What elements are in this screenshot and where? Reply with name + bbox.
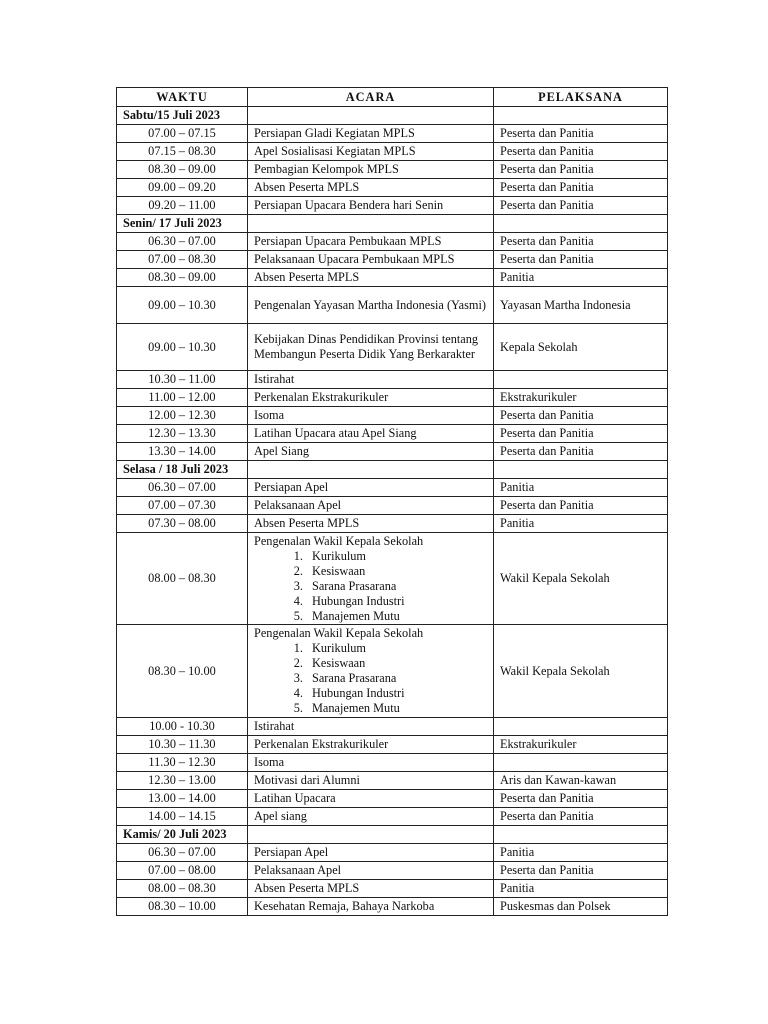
pelaksana-cell: Peserta dan Panitia bbox=[494, 179, 668, 197]
time-cell: 08.00 – 08.30 bbox=[117, 880, 248, 898]
day-row bbox=[117, 826, 668, 844]
time-cell: 09.00 – 09.20 bbox=[117, 179, 248, 197]
pelaksana-cell: Peserta dan Panitia bbox=[494, 197, 668, 215]
header-waktu: WAKTU bbox=[117, 88, 248, 107]
pelaksana-cell: Ekstrakurikuler bbox=[494, 389, 668, 407]
table-row bbox=[117, 425, 668, 443]
time-cell: 10.30 – 11.30 bbox=[117, 736, 248, 754]
table-row bbox=[117, 179, 668, 197]
empty-cell bbox=[494, 461, 668, 479]
event-cell: Absen Peserta MPLS bbox=[248, 269, 494, 287]
event-cell: Istirahat bbox=[248, 718, 494, 736]
time-cell: 12.00 – 12.30 bbox=[117, 407, 248, 425]
table-row bbox=[117, 324, 668, 371]
pelaksana-cell: Peserta dan Panitia bbox=[494, 143, 668, 161]
event-cell: Pelaksanaan Upacara Pembukaan MPLS bbox=[248, 251, 494, 269]
table-row bbox=[117, 251, 668, 269]
event-cell: Kesehatan Remaja, Bahaya Narkoba bbox=[248, 898, 494, 916]
time-cell: 10.00 - 10.30 bbox=[117, 718, 248, 736]
table-row bbox=[117, 269, 668, 287]
sublist-item: 5. Manajemen Mutu bbox=[306, 701, 487, 716]
event-cell: Perkenalan Ekstrakurikuler bbox=[248, 389, 494, 407]
table-row bbox=[117, 389, 668, 407]
event-title: Pengenalan Wakil Kepala Sekolah bbox=[254, 533, 424, 548]
time-cell: 06.30 – 07.00 bbox=[117, 233, 248, 251]
time-cell: 07.00 – 08.00 bbox=[117, 862, 248, 880]
day-label: Sabtu/15 Juli 2023 bbox=[117, 107, 248, 125]
event-cell: Absen Peserta MPLS bbox=[248, 179, 494, 197]
event-cell bbox=[248, 625, 494, 718]
time-cell: 09.00 – 10.30 bbox=[117, 287, 248, 324]
table-row bbox=[117, 161, 668, 179]
time-cell: 11.00 – 12.00 bbox=[117, 389, 248, 407]
time-cell: 12.30 – 13.00 bbox=[117, 772, 248, 790]
pelaksana-cell: Peserta dan Panitia bbox=[494, 790, 668, 808]
table-row bbox=[117, 371, 668, 389]
time-cell: 09.20 – 11.00 bbox=[117, 197, 248, 215]
event-cell: Latihan Upacara bbox=[248, 790, 494, 808]
day-row bbox=[117, 215, 668, 233]
event-cell: Persiapan Upacara Bendera hari Senin bbox=[248, 197, 494, 215]
event-cell: Istirahat bbox=[248, 371, 494, 389]
schedule-table bbox=[116, 87, 668, 916]
day-row bbox=[117, 461, 668, 479]
empty-cell bbox=[494, 215, 668, 233]
pelaksana-cell: Panitia bbox=[494, 844, 668, 862]
event-cell: Persiapan Upacara Pembukaan MPLS bbox=[248, 233, 494, 251]
pelaksana-cell: Aris dan Kawan-kawan bbox=[494, 772, 668, 790]
time-cell: 07.30 – 08.00 bbox=[117, 515, 248, 533]
event-cell: Persiapan Apel bbox=[248, 844, 494, 862]
time-cell: 08.30 – 09.00 bbox=[117, 161, 248, 179]
day-label: Senin/ 17 Juli 2023 bbox=[117, 215, 248, 233]
time-cell: 08.30 – 10.00 bbox=[117, 898, 248, 916]
time-cell: 08.30 – 09.00 bbox=[117, 269, 248, 287]
table-row bbox=[117, 898, 668, 916]
header-row bbox=[117, 88, 668, 107]
day-label: Kamis/ 20 Juli 2023 bbox=[117, 826, 248, 844]
time-cell: 07.00 – 07.30 bbox=[117, 497, 248, 515]
event-cell: Absen Peserta MPLS bbox=[248, 880, 494, 898]
pelaksana-cell bbox=[494, 371, 668, 389]
event-cell: Pembagian Kelompok MPLS bbox=[248, 161, 494, 179]
event-cell: Motivasi dari Alumni bbox=[248, 772, 494, 790]
event-cell: Isoma bbox=[248, 754, 494, 772]
table-row bbox=[117, 533, 668, 625]
table-row bbox=[117, 880, 668, 898]
empty-cell bbox=[248, 107, 494, 125]
table-row bbox=[117, 862, 668, 880]
table-row bbox=[117, 844, 668, 862]
time-cell: 08.30 – 10.00 bbox=[117, 625, 248, 718]
event-cell: Absen Peserta MPLS bbox=[248, 515, 494, 533]
table-row bbox=[117, 233, 668, 251]
event-sublist bbox=[254, 641, 487, 716]
pelaksana-cell: Peserta dan Panitia bbox=[494, 443, 668, 461]
pelaksana-cell: Panitia bbox=[494, 479, 668, 497]
empty-cell bbox=[248, 826, 494, 844]
pelaksana-cell: Panitia bbox=[494, 269, 668, 287]
event-cell: Apel Sosialisasi Kegiatan MPLS bbox=[248, 143, 494, 161]
event-cell: Persiapan Gladi Kegiatan MPLS bbox=[248, 125, 494, 143]
pelaksana-cell: Peserta dan Panitia bbox=[494, 233, 668, 251]
pelaksana-cell: Ekstrakurikuler bbox=[494, 736, 668, 754]
table-row bbox=[117, 808, 668, 826]
day-row bbox=[117, 107, 668, 125]
time-cell: 13.30 – 14.00 bbox=[117, 443, 248, 461]
time-cell: 13.00 – 14.00 bbox=[117, 790, 248, 808]
time-cell: 09.00 – 10.30 bbox=[117, 324, 248, 371]
time-cell: 07.00 – 08.30 bbox=[117, 251, 248, 269]
pelaksana-cell: Peserta dan Panitia bbox=[494, 251, 668, 269]
table-row bbox=[117, 736, 668, 754]
sublist-item: 3. Sarana Prasarana bbox=[306, 671, 487, 686]
table-row bbox=[117, 625, 668, 718]
empty-cell bbox=[494, 826, 668, 844]
pelaksana-cell: Puskesmas dan Polsek bbox=[494, 898, 668, 916]
time-cell: 06.30 – 07.00 bbox=[117, 844, 248, 862]
table-row bbox=[117, 197, 668, 215]
table-row bbox=[117, 718, 668, 736]
pelaksana-cell: Peserta dan Panitia bbox=[494, 497, 668, 515]
time-cell: 08.00 – 08.30 bbox=[117, 533, 248, 625]
table-row bbox=[117, 790, 668, 808]
table-row bbox=[117, 143, 668, 161]
time-cell: 14.00 – 14.15 bbox=[117, 808, 248, 826]
event-cell: Perkenalan Ekstrakurikuler bbox=[248, 736, 494, 754]
table-row bbox=[117, 515, 668, 533]
pelaksana-cell: Peserta dan Panitia bbox=[494, 862, 668, 880]
sublist-item: 1. Kurikulum bbox=[306, 641, 487, 656]
pelaksana-cell: Peserta dan Panitia bbox=[494, 407, 668, 425]
pelaksana-cell bbox=[494, 718, 668, 736]
event-cell: Persiapan Apel bbox=[248, 479, 494, 497]
event-cell: Kebijakan Dinas Pendidikan Provinsi tentang Membangun Peserta Didik Yang Berkarakter bbox=[248, 324, 494, 371]
table-row bbox=[117, 772, 668, 790]
schedule-body bbox=[117, 107, 668, 916]
empty-cell bbox=[248, 461, 494, 479]
pelaksana-cell: Panitia bbox=[494, 880, 668, 898]
sublist-item: 1. Kurikulum bbox=[306, 549, 487, 564]
table-row bbox=[117, 443, 668, 461]
event-cell: Isoma bbox=[248, 407, 494, 425]
table-row bbox=[117, 407, 668, 425]
table-row bbox=[117, 479, 668, 497]
event-sublist bbox=[254, 549, 487, 624]
pelaksana-cell: Peserta dan Panitia bbox=[494, 808, 668, 826]
time-cell: 06.30 – 07.00 bbox=[117, 479, 248, 497]
day-label: Selasa / 18 Juli 2023 bbox=[117, 461, 248, 479]
pelaksana-cell: Wakil Kepala Sekolah bbox=[494, 533, 668, 625]
sublist-item: 3. Sarana Prasarana bbox=[306, 579, 487, 594]
pelaksana-cell bbox=[494, 754, 668, 772]
sublist-item: 5. Manajemen Mutu bbox=[306, 609, 487, 624]
table-row bbox=[117, 287, 668, 324]
time-cell: 10.30 – 11.00 bbox=[117, 371, 248, 389]
time-cell: 07.15 – 08.30 bbox=[117, 143, 248, 161]
time-cell: 07.00 – 07.15 bbox=[117, 125, 248, 143]
time-cell: 12.30 – 13.30 bbox=[117, 425, 248, 443]
sublist-item: 4. Hubungan Industri bbox=[306, 594, 487, 609]
table-row bbox=[117, 497, 668, 515]
pelaksana-cell: Wakil Kepala Sekolah bbox=[494, 625, 668, 718]
event-cell: Latihan Upacara atau Apel Siang bbox=[248, 425, 494, 443]
table-row bbox=[117, 125, 668, 143]
event-cell bbox=[248, 533, 494, 625]
event-cell: Pelaksanaan Apel bbox=[248, 497, 494, 515]
event-cell: Apel Siang bbox=[248, 443, 494, 461]
pelaksana-cell: Kepala Sekolah bbox=[494, 324, 668, 371]
pelaksana-cell: Peserta dan Panitia bbox=[494, 425, 668, 443]
empty-cell bbox=[248, 215, 494, 233]
sublist-item: 2. Kesiswaan bbox=[306, 656, 487, 671]
sublist-item: 4. Hubungan Industri bbox=[306, 686, 487, 701]
event-cell: Apel siang bbox=[248, 808, 494, 826]
event-title: Pengenalan Wakil Kepala Sekolah bbox=[254, 626, 424, 640]
event-cell: Pengenalan Yayasan Martha Indonesia (Yasmi) bbox=[248, 287, 494, 324]
pelaksana-cell: Panitia bbox=[494, 515, 668, 533]
event-cell: Pelaksanaan Apel bbox=[248, 862, 494, 880]
table-row bbox=[117, 754, 668, 772]
empty-cell bbox=[494, 107, 668, 125]
time-cell: 11.30 – 12.30 bbox=[117, 754, 248, 772]
header-acara: ACARA bbox=[248, 88, 494, 107]
pelaksana-cell: Peserta dan Panitia bbox=[494, 125, 668, 143]
sublist-item: 2. Kesiswaan bbox=[306, 564, 487, 579]
pelaksana-cell: Peserta dan Panitia bbox=[494, 161, 668, 179]
header-pelaksana: PELAKSANA bbox=[494, 88, 668, 107]
pelaksana-cell: Yayasan Martha Indonesia bbox=[494, 287, 668, 324]
